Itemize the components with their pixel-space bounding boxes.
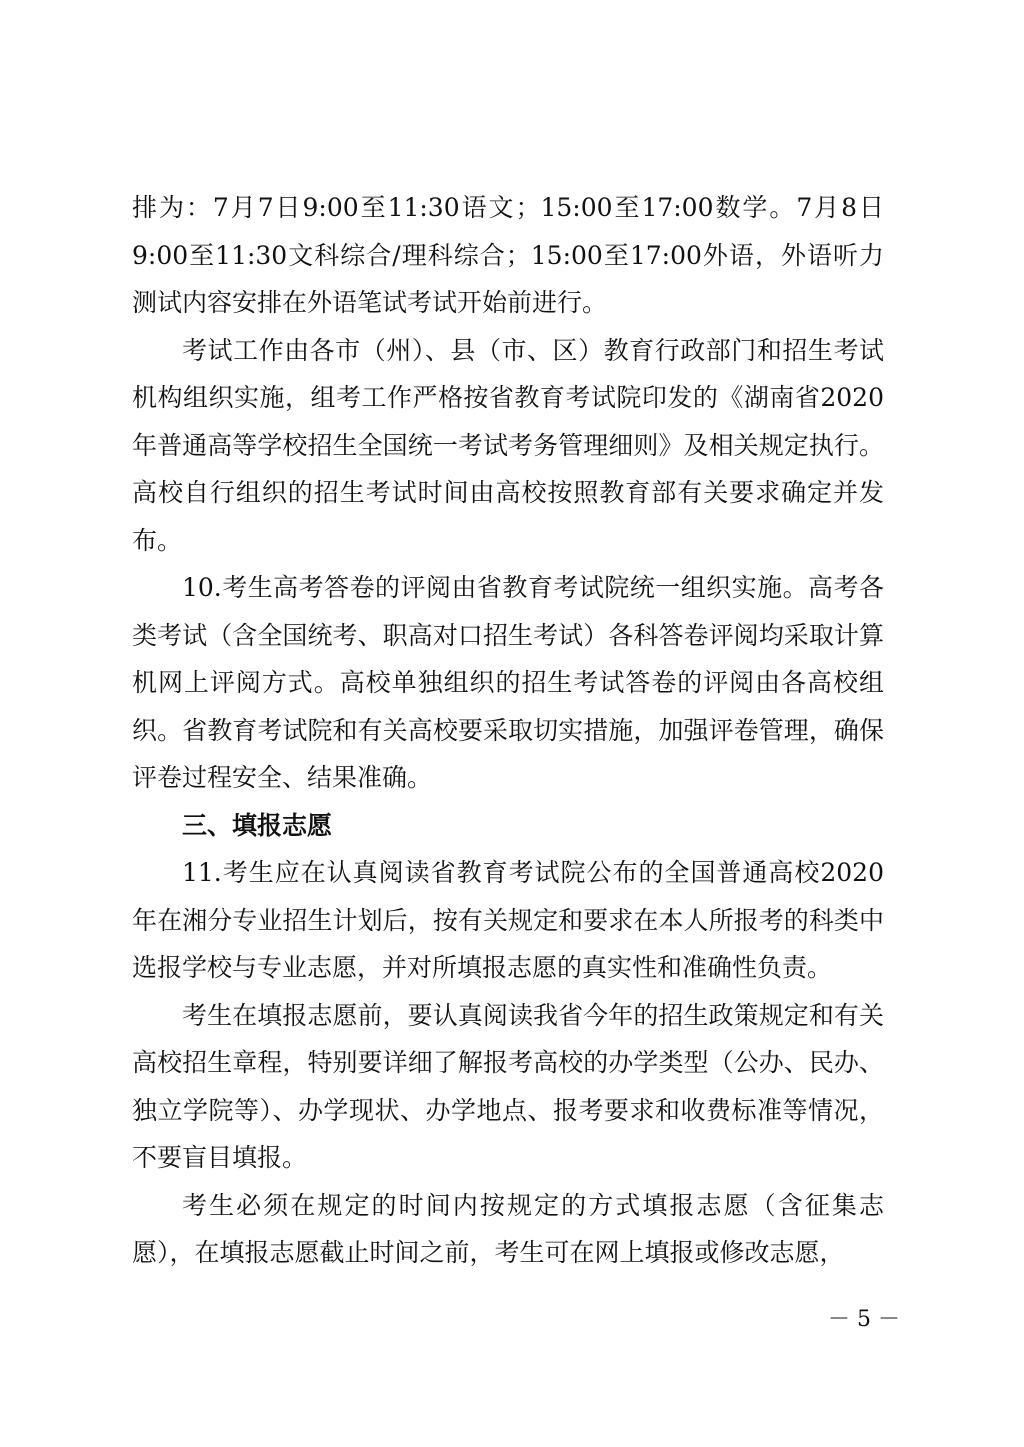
paragraph-application-preparation: 考生在填报志愿前，要认真阅读我省今年的招生政策规定和有关高校招生章程，特别要详细了解报考高校的办学类型（公办、民办、独立学院等）、办学现状、办学地点、报考要求和收费标准等情况，不要盲目填报。 <box>132 1000 884 1172</box>
paragraph-exam-organization: 考试工作由各市（州）、县（市、区）教育行政部门和招生考试机构组织实施，组考工作严格按省教育考试院印发的《湖南省2020年普通高等学校招生全国统一考试考务管理细则》及相关规定执行。高校自行组织的招生考试时间由高校按照教育部有关要求确定并发布。 <box>132 335 884 555</box>
page-number: － 5 － <box>828 1307 900 1332</box>
paragraph-marking: 10.考生高考答卷的评阅由省教育考试院统一组织实施。高考各类考试（含全国统考、职高对口招生考试）各科答卷评阅均采取计算机网上评阅方式。高校单独组织的招生考试答卷的评阅由各高校组织。省教育考试院和有关高校要采取切实措施，加强评卷管理，确保评卷过程安全、结果准确。 <box>132 573 884 792</box>
paragraph-application-rule: 11.考生应在认真阅读省教育考试院公布的全国普通高校2020年在湘分专业招生计划后，按有关规定和要求在本人所报考的科类中选报学校与专业志愿，并对所填报志愿的真实性和准确性负责。 <box>132 858 884 982</box>
document-body <box>132 184 884 1277</box>
section-heading-application: 三、填报志愿 <box>182 810 333 840</box>
paragraph-application-deadline: 考生必须在规定的时间内按规定的方式填报志愿（含征集志愿），在填报志愿截止时间之前，考生可在网上填报或修改志愿， <box>132 1190 884 1267</box>
paragraph-exam-schedule: 排为：7月7日9:00至11:30语文；15:00至17:00数学。7月8日9:00至11:30文科综合/理科综合；15:00至17:00外语，外语听力测试内容安排在外语笔试考试开始前进行。 <box>132 193 884 317</box>
